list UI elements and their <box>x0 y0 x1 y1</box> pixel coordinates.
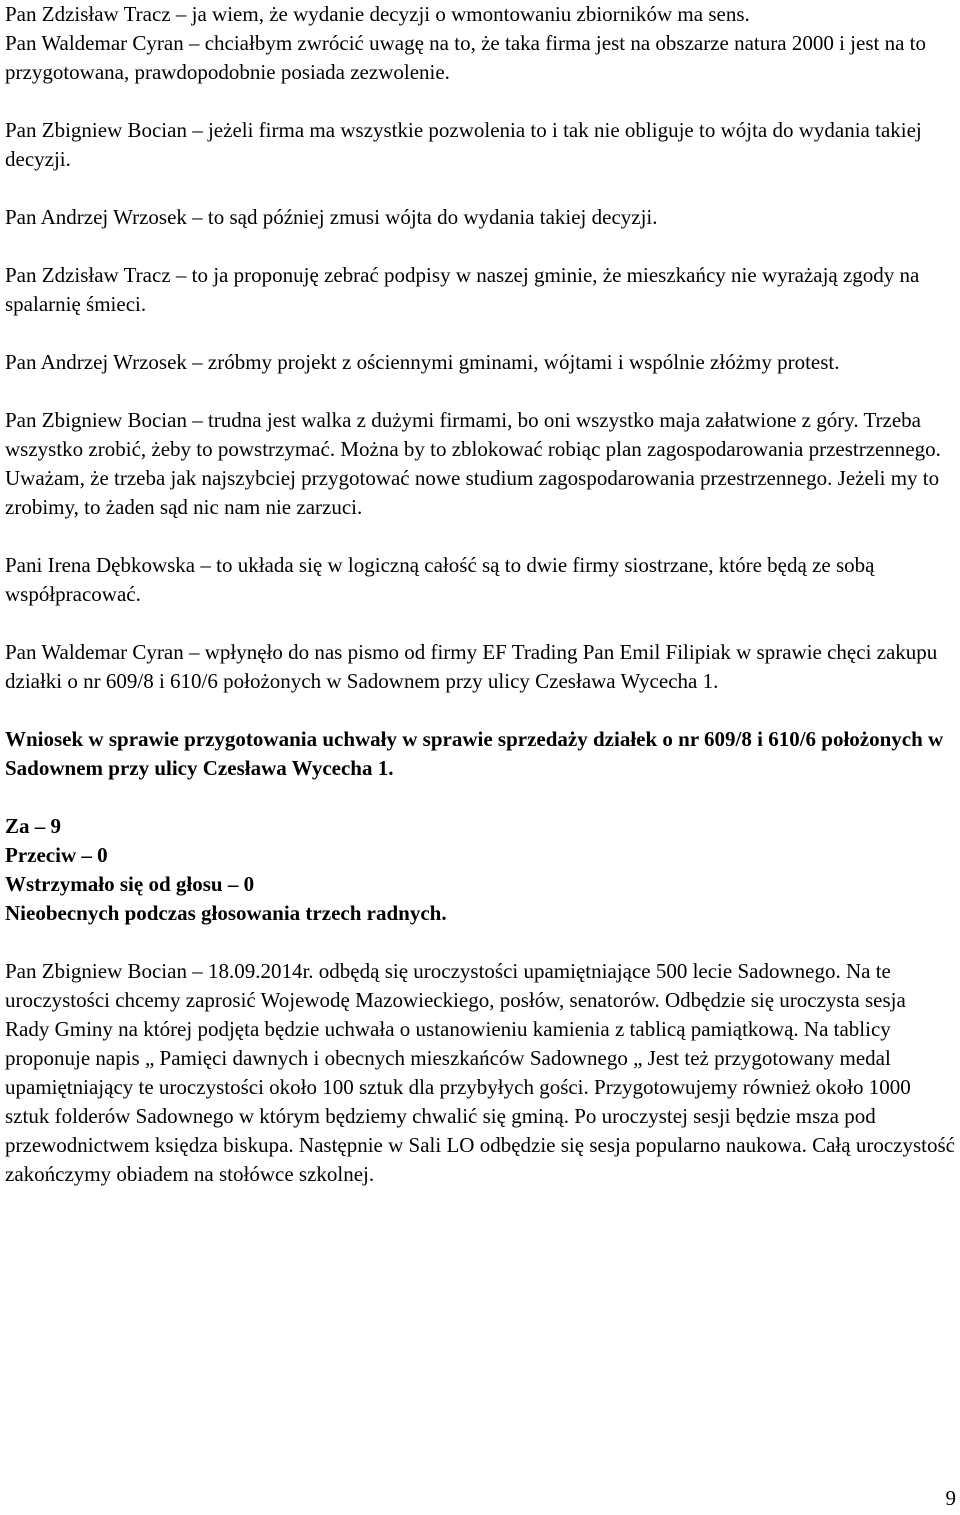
vote-results <box>5 812 955 928</box>
paragraph-bocian-2: Pan Zbigniew Bocian – trudna jest walka z dużymi firmami, bo oni wszystko maja załatwione z góry. Trzeba wszystko zrobić, żeby to powstrzymać. Można by to zblokować robiąc plan zagospodarowania przestrzennego. Uważam, że trzeba jak najszybciej przygotować nowe studium zagospodarowania przestrzennego. Jeżeli my to zrobimy, to żaden sąd nic nam nie zarzuci. <box>5 408 941 519</box>
motion-heading: Wniosek w sprawie przygotowania uchwały w sprawie sprzedaży działek o nr 609/8 i 610/6 położonych w Sadownem przy ulicy Czesława Wycecha 1. <box>5 727 944 780</box>
paragraph-tracz-2: Pan Zdzisław Tracz – to ja proponuję zebrać podpisy w naszej gminie, że mieszkańcy nie wyrażają zgody na spalarnię śmieci. <box>5 263 920 316</box>
vote-against: Przeciw – 0 <box>5 843 108 867</box>
paragraph-cyran-2: Pan Waldemar Cyran – wpłynęło do nas pismo od firmy EF Trading Pan Emil Filipiak w sprawie chęci zakupu działki o nr 609/8 i 610/6 położonych w Sadownem przy ulicy Czesława Wycecha 1. <box>5 640 938 693</box>
paragraph-wrzosek-1: Pan Andrzej Wrzosek – to sąd później zmusi wójta do wydania takiej decyzji. <box>5 205 658 229</box>
vote-absent: Nieobecnych podczas głosowania trzech radnych. <box>5 901 447 925</box>
vote-abstained: Wstrzymało się od głosu – 0 <box>5 872 255 896</box>
paragraph-tracz-1: Pan Zdzisław Tracz – ja wiem, że wydanie decyzji o wmontowaniu zbiorników ma sens. <box>5 2 750 26</box>
paragraph-bocian-1: Pan Zbigniew Bocian – jeżeli firma ma wszystkie pozwolenia to i tak nie obliguje to wójta do wydania takiej decyzji. <box>5 118 922 171</box>
vote-for: Za – 9 <box>5 814 62 838</box>
paragraph-bocian-3: Pan Zbigniew Bocian – 18.09.2014r. odbędą się uroczystości upamiętniające 500 lecie Sadownego. Na te uroczystości chcemy zaprosić Wojewodę Mazowieckiego, posłów, senatorów. Odbędzie się uroczysta sesja Rady Gminy na której podjęta będzie uchwała o ustanowieniu kamienia z tablicą pamiątkową. Na tablicy proponuje napis „ Pamięci dawnych i obecnych mieszkańców Sadownego „ Jest też przygotowany medal upamiętniający te uroczystości około 100 sztuk dla przybyłych gości. Przygotowujemy również około 1000 sztuk folderów Sadownego w którym będziemy chwalić się gminą. Po uroczystej sesji będzie msza pod przewodnictwem księdza biskupa. Następnie w Sali LO odbędzie się sesja popularno naukowa. Całą uroczystość zakończymy obiadem na stołówce szkolnej. <box>5 959 955 1186</box>
paragraph-wrzosek-2: Pan Andrzej Wrzosek – zróbmy projekt z ościennymi gminami, wójtami i wspólnie złóżmy protest. <box>5 350 840 374</box>
page-number: 9 <box>945 1486 956 1510</box>
document-page <box>5 0 955 1218</box>
paragraph-debkowska: Pani Irena Dębkowska – to układa się w logiczną całość są to dwie firmy siostrzane, które będą ze sobą współpracować. <box>5 553 875 606</box>
paragraph-cyran-1: Pan Waldemar Cyran – chciałbym zwrócić uwagę na to, że taka firma jest na obszarze natura 2000 i jest na to przygotowana, prawdopodobnie posiada zezwolenie. <box>5 31 926 84</box>
